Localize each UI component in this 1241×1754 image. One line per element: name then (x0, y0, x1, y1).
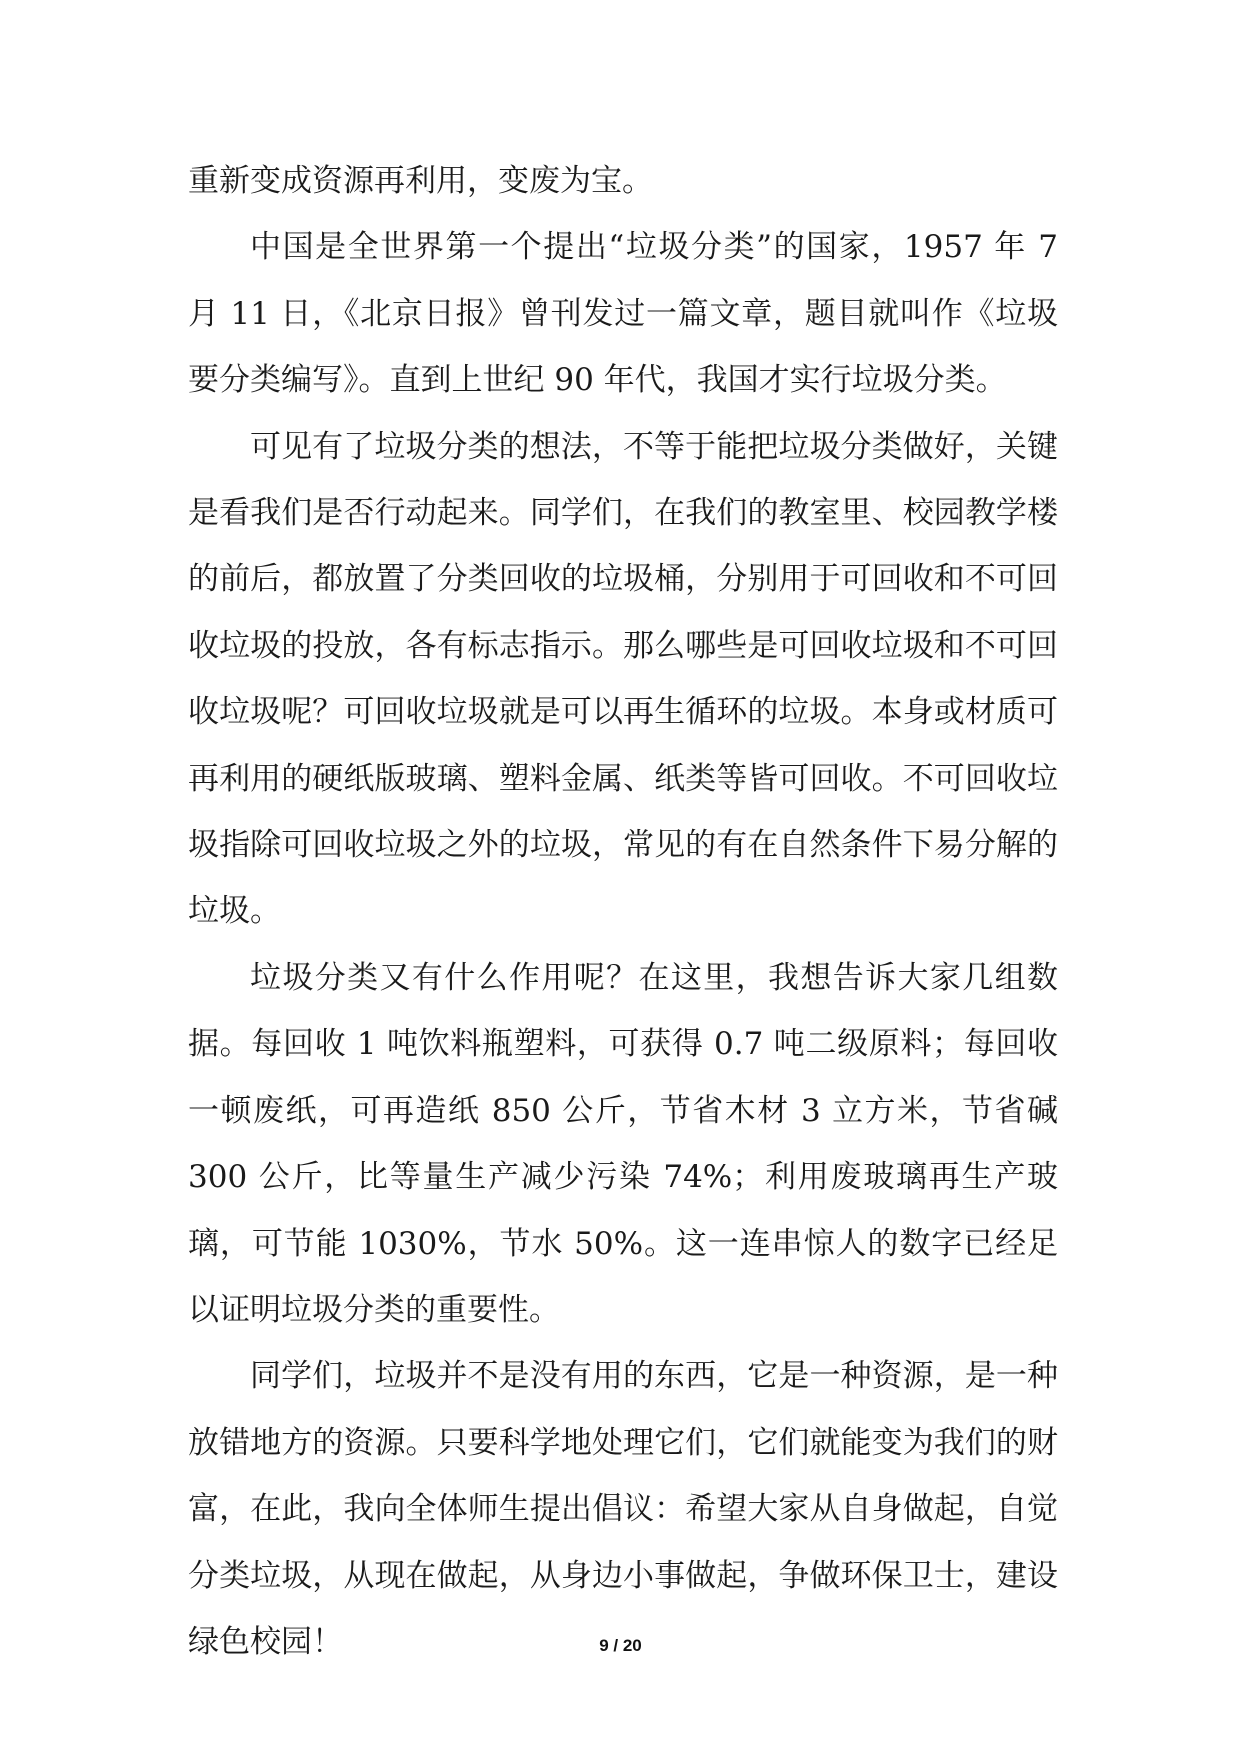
paragraph-recyclable-types: 可见有了垃圾分类的想法，不等于能把垃圾分类做好，关键是看我们是否行动起来。同学们，在我们的教室里、校园教学楼的前后，都放置了分类回收的垃圾桶，分别用于可回收和不可回收垃圾的投放，各有标志指示。那么哪些是可回收垃圾和不可回收垃圾呢？可回收垃圾就是可以再生循环的垃圾。本身或材质可再利用的硬纸版玻璃、塑料金属、纸类等皆可回收。不可回收垃圾指除可回收垃圾之外的垃圾，常见的有在自然条件下易分解的垃圾。 (188, 428, 1058, 930)
paragraph-continuation: 重新变成资源再利用，变废为宝。 (188, 163, 653, 199)
document-body (188, 148, 1058, 1675)
page-number: 9 / 20 (599, 1636, 642, 1655)
paragraph-history: 中国是全世界第一个提出“垃圾分类”的国家，1957 年 7 月 11 日，《北京日报》曾刊发过一篇文章，题目就叫作《垃圾要分类编写》。直到上世纪 90 年代，我国才实行垃圾分类。 (188, 229, 1058, 399)
paragraph-statistics: 垃圾分类又有什么作用呢？在这里，我想告诉大家几组数据。每回收 1 吨饮料瓶塑料，可获得 0.7 吨二级原料；每回收一顿废纸，可再造纸 850 公斤，节省木材 3 立方米，节省碱 300 公斤，比等量生产减少污染 74%；利用废玻璃再生产玻璃，可节能 1030%，节水 50%。这一连串惊人的数字已经足以证明垃圾分类的重要性。 (188, 959, 1058, 1328)
paragraph-call-to-action: 同学们，垃圾并不是没有用的东西，它是一种资源，是一种放错地方的资源。只要科学地处理它们，它们就能变为我们的财富，在此，我向全体师生提出倡议：希望大家从自身做起，自觉分类垃圾，从现在做起，从身边小事做起，争做环保卫士，建设绿色校园！ (188, 1358, 1058, 1660)
